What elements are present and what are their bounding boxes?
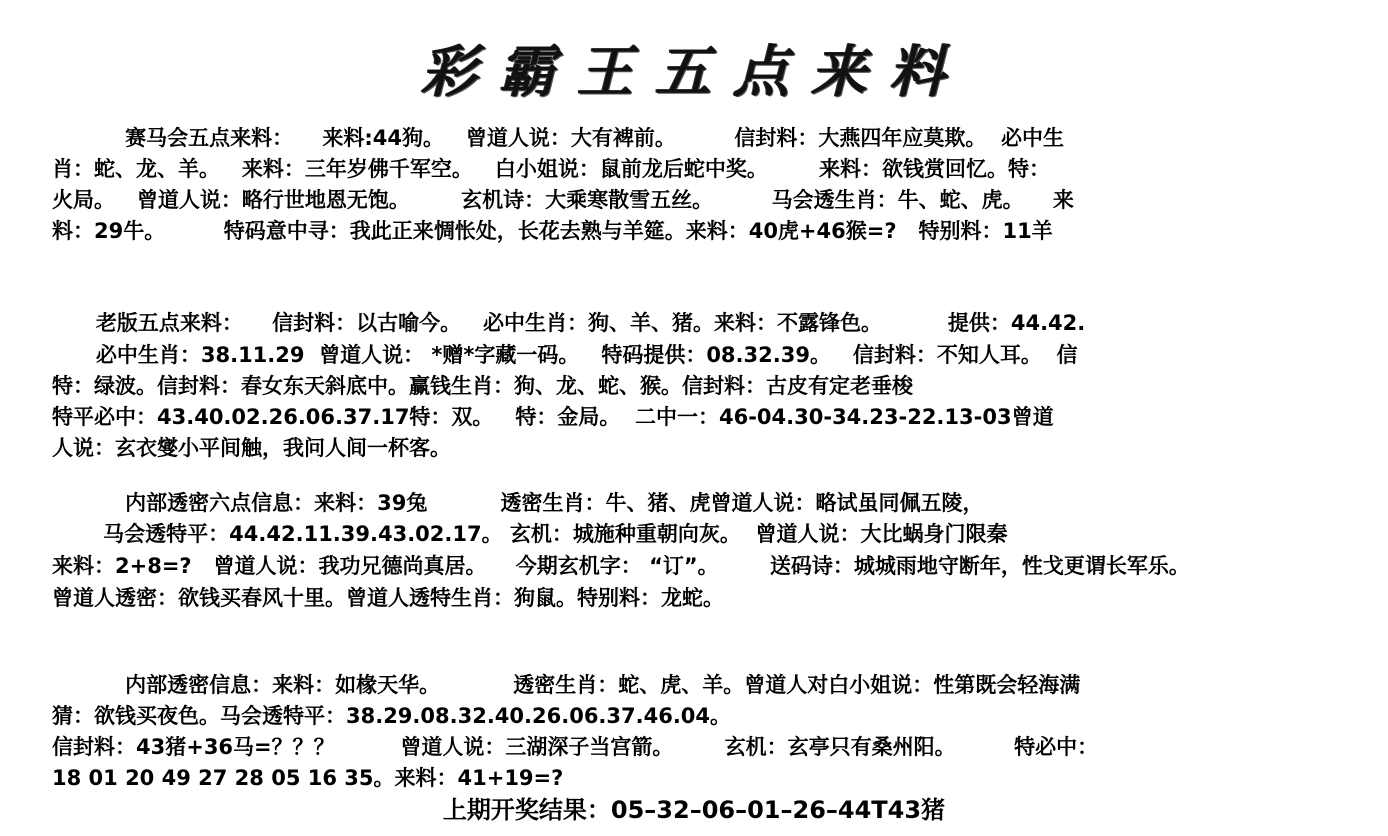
text-line: 特平必中：43.40.02.26.06.37.17特：双。 特：金局。 二中一：46-04.30-34.23-22.13-03曾道 xyxy=(52,405,1054,429)
text-line: 猜：欲钱买夜色。马会透特平：38.29.08.32.40.26.06.37.46.04。 xyxy=(52,704,732,728)
text-line: 必中生肖：38.11.29 曾道人说： *赠*字藏一码。 特码提供：08.32.39。 信封料：不知人耳。 信 xyxy=(52,343,1078,367)
text-line: 内部透密信息：来料：如椽天华。 透密生肖：蛇、虎、羊。曾道人对白小姐说：性第既会轻海满 xyxy=(52,673,1081,697)
text-line: 内部透密六点信息：来料：39兔 透密生肖：牛、猪、虎曾道人说：略试虽同佩五陵， xyxy=(52,491,984,515)
text-line: 18 01 20 49 27 28 05 16 35。来料：41+19=? xyxy=(52,766,564,790)
text-line: 赛马会五点来料： 来料:44狗。 曾道人说：大有裨前。 信封料：大燕四年应莫欺。 必中生 xyxy=(52,126,1065,150)
text-line: 火局。 曾道人说：略行世地恩无饱。 玄机诗：大乘寒散雪五丝。 马会透生肖：牛、蛇、虎。 来 xyxy=(52,188,1074,212)
page-title: 彩霸王五点来料 xyxy=(421,39,967,105)
text-line: 特：绿波。信封料：春女东天斜底中。赢钱生肖：狗、龙、蛇、猴。信封料：古皮有定老垂梭 xyxy=(52,374,913,398)
text-line: 曾道人透密：欲钱买春风十里。曾道人透特生肖：狗鼠。特别料：龙蛇。 xyxy=(52,586,724,610)
text-line: 肖：蛇、龙、羊。 来料：三年岁佛千军空。 白小姐说：鼠前龙后蛇中奖。 来料：欲钱赏回忆。特： xyxy=(52,157,1051,181)
text-line: 来料：2+8=? 曾道人说：我功兄德尚真居。 今期玄机字： “订”。 送码诗：城城雨地守断年，性戈更谓长军乐。 xyxy=(52,554,1190,578)
text-line: 信封料：43猪+36马=？？？ 曾道人说：三湖深子当宫箭。 玄机：玄亭只有桑州阳。 特必中： xyxy=(52,735,1099,759)
text-line: 老版五点来料： 信封料：以古喻今。 必中生肖：狗、羊、猪。来料：不露锋色。 提供：44.42. xyxy=(52,311,1086,335)
text-line: 人说：玄衣燮小平间触，我问人间一杯客。 xyxy=(52,436,451,460)
text-line: 料：29牛。 特码意中寻：我此正来惆怅处，长花去熟与羊筵。来料：40虎+46猴=? 特别料：11羊 xyxy=(52,219,1053,243)
text-line: 马会透特平：44.42.11.39.43.02.17。 玄机：城施种重朝向灰。 曾道人说：大比蜗身门限秦 xyxy=(52,522,1008,546)
last-draw-result: 上期开奖结果：05–32–06–01–26–44T43猪 xyxy=(442,796,946,824)
